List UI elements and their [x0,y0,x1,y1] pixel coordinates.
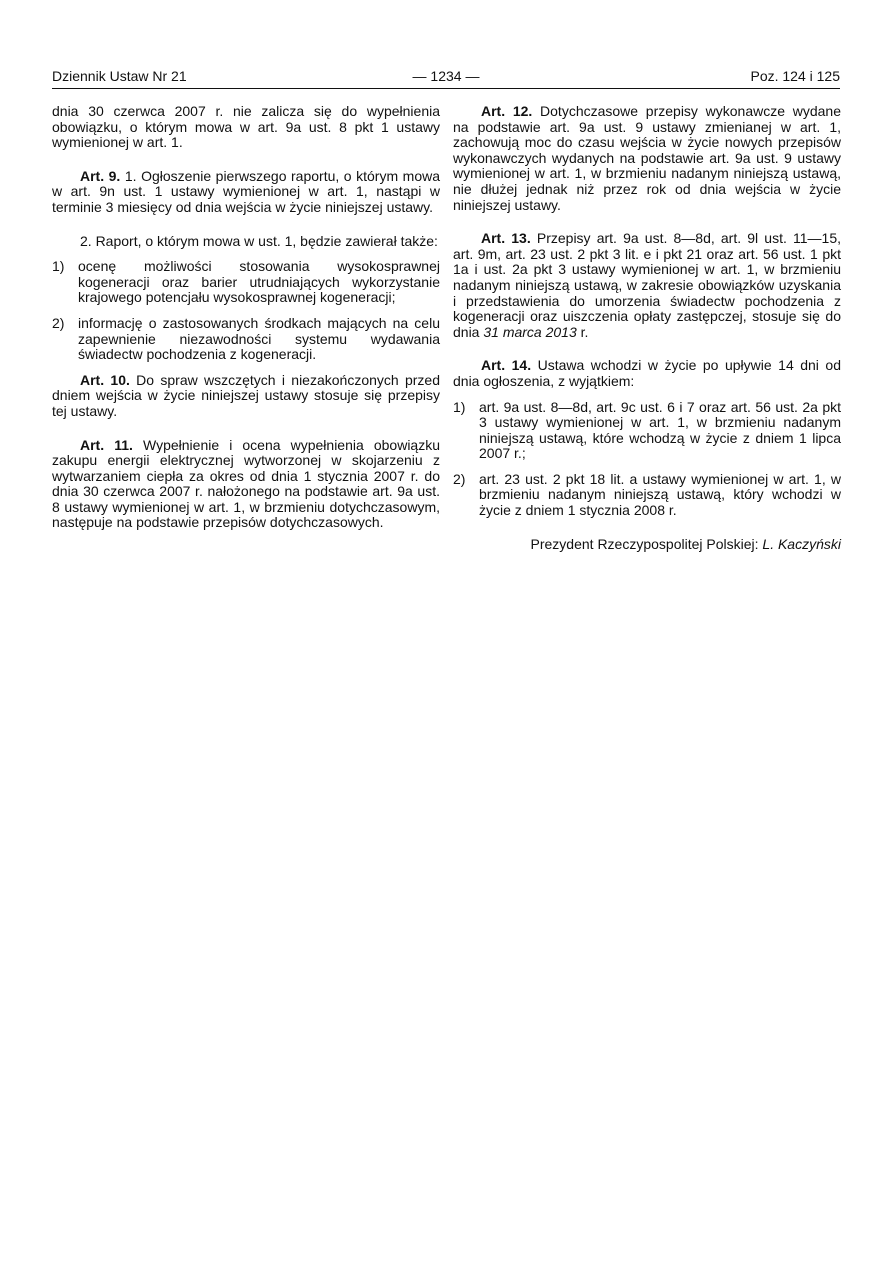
left-column [52,104,440,531]
article-10-label: Art. 10. [80,371,130,388]
item-text: art. 23 ust. 2 pkt 18 lit. a ustawy wymienionej w art. 1, w brzmieniu nadanym niniejszą ustawą, który wchodzi w życie z dniem 1 stycznia 2008 r. [479,470,841,519]
article-13-label: Art. 13. [481,230,531,247]
right-column [453,104,841,552]
item-number: 1) [52,258,65,275]
article-9-text-1: 1. Ogłoszenie pierwszego raportu, o którym mowa w art. 9n ust. 1 ustawy wymienionej w art. 1, nastąpi w terminie 3 miesięcy od dnia wejścia w życie niniejszej ustawy. [52,167,441,215]
article-13-text: Przepisy art. 9a ust. 8—8d, art. 9l ust. 11—15, art. 9m, art. 23 ust. 2 pkt 3 lit. e i pkt 21 oraz art. 56 ust. 1 pkt 1a i ust. 2a pkt 3 ustawy wymienionej w art. 1, w brzmieniu nadanym niniejszą ustawą, w zakresie obowiązków uzyskania i przedstawienia do umorzenia świadectw pochodzenia z kogeneracji oraz uiszczenia opłaty zastępczej, stosuje się do dnia [453,230,841,340]
article-14 [453,358,841,389]
header-rule [52,88,840,89]
article-13-text-end: r. [576,323,589,340]
article-11 [52,438,440,532]
item-number: 2) [453,470,466,487]
page-number: — 1234 — [412,68,480,84]
item-number: 2) [52,314,65,331]
item-number: 1) [453,398,466,415]
continuation-text: dnia 30 czerwca 2007 r. nie zalicza się do wypełnienia obowiązku, o którym mowa w art. 9a ust. 8 pkt 1 ustawy wymienionej w art. 1. [52,103,440,151]
article-14-label: Art. 14. [481,357,532,374]
item-text: informację o zastosowanych środkach mających na celu zapewnienie niezawodności systemu wydawania świadectw pochodzenia z kogeneracji. [78,314,440,363]
signature-name: L. Kaczyński [762,535,841,552]
article-14-text: Ustawa wchodzi w życie po upływie 14 dni od dnia ogłoszenia, z wyjątkiem: [453,357,841,389]
page-header [52,67,840,87]
article-9-paragraph-2: 2. Raport, o którym mowa w ust. 1, będzie zawierał także: [80,232,438,249]
article-11-text: Wypełnienie i ocena wypełnienia obowiązku zakupu energii elektrycznej wytworzonej w skojarzeniu z wytwarzaniem ciepła za okres od dnia 1 stycznia 2007 r. do dnia 30 czerwca 2007 r. nałożonego na podstawie art. 9a ust. 8 ustawy wymienionej w art. 1, w brzmieniu dotychczasowym, następuje na podstawie przepisów dotychczasowych. [52,436,441,531]
article-14-item-1 [453,400,841,462]
article-9-item-2 [52,316,440,363]
article-14-item-2 [453,472,841,519]
article-12-text: Dotychczasowe przepisy wykonawcze wydane na podstawie art. 9a ust. 9 ustawy zmienianej w art. 1, zachowują moc do czasu wejścia w życie nowych przepisów wykonawczych wydanych na podstawie art. 9a ust. 9 ustawy wymienionej w art. 1, w brzmieniu nadanym niniejszą ustawą, nie dłużej jednak niż przez rok od dnia wejścia w życie niniejszej ustawy. [453,103,841,213]
article-12 [453,104,841,213]
article-10-text: Do spraw wszczętych i niezakończonych przed dniem wejścia w życie niniejszej ustawy stosuje się przepisy tej ustawy. [52,371,440,419]
article-9-paragraph-1 [52,169,440,216]
article-9-item-1 [52,259,440,306]
article-9-label: Art. 9. [80,167,121,184]
signature-role: Prezydent Rzeczypospolitej Polskiej: [530,535,759,552]
article-13-date: 31 marca 2013 [483,323,577,340]
article-13 [453,231,841,340]
item-text: ocenę możliwości stosowania wysokosprawnej kogeneracji oraz barier utrudniających wykorzystanie krajowego potencjału wysokosprawnej kogeneracji; [78,258,440,306]
signature [453,537,841,553]
item-text: art. 9a ust. 8—8d, art. 9c ust. 6 i 7 oraz art. 56 ust. 2a pkt 3 ustawy wymienionej w art. 1, w brzmieniu nadanym niniejszą ustawą, które wchodzą w życie z dniem 1 lipca 2007 r.; [479,398,841,462]
position-reference: Poz. 124 i 125 [750,68,840,84]
article-10 [52,373,440,420]
journal-title: Dziennik Ustaw Nr 21 [52,68,187,84]
article-12-label: Art. 12. [481,103,533,119]
article-11-label: Art. 11. [80,436,133,453]
